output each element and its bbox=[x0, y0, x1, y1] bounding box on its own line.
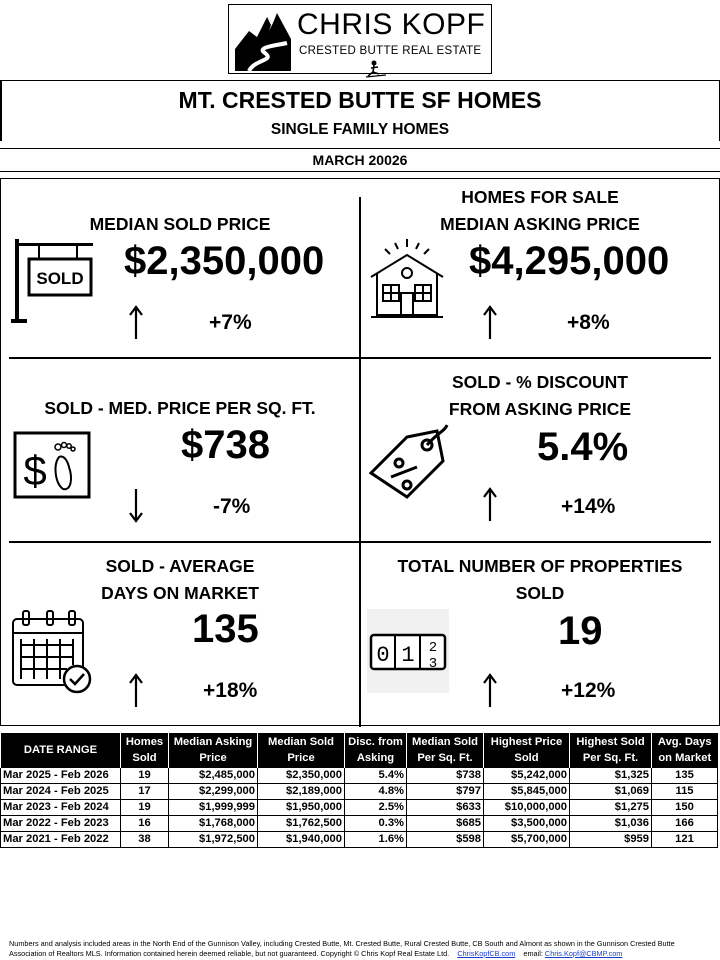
table-cell: $1,999,999 bbox=[169, 800, 258, 816]
table-cell: $1,940,000 bbox=[258, 832, 345, 848]
table-row bbox=[1, 832, 718, 848]
price-tag-icon bbox=[367, 423, 451, 509]
col-header: Highest Price Sold bbox=[484, 733, 570, 768]
discount-value: 5.4% bbox=[537, 425, 629, 469]
discount-label-1: SOLD - % DISCOUNT bbox=[452, 372, 628, 392]
table-cell: Mar 2024 - Feb 2025 bbox=[1, 784, 121, 800]
arrow-up-icon bbox=[129, 305, 143, 341]
arrow-up-icon bbox=[483, 487, 497, 523]
table-row bbox=[1, 784, 718, 800]
table-cell: $685 bbox=[407, 816, 484, 832]
page-subtitle: SINGLE FAMILY HOMES bbox=[270, 121, 450, 138]
calendar-icon bbox=[11, 609, 93, 695]
col-header: Median Sold Price bbox=[258, 733, 345, 768]
price-sqft-change: -7% bbox=[213, 495, 251, 518]
footer-disclaimer bbox=[9, 939, 709, 959]
table-row bbox=[1, 768, 718, 784]
dom-label-2: DAYS ON MARKET bbox=[101, 583, 259, 603]
price-sqft-value: $738 bbox=[181, 423, 270, 467]
mountain-logo-icon bbox=[235, 9, 291, 71]
table-cell: $2,189,000 bbox=[258, 784, 345, 800]
col-header: Highest Sold Per Sq. Ft. bbox=[570, 733, 652, 768]
email-link[interactable]: Chris.Kopf@CBMP.com bbox=[544, 949, 623, 958]
skier-icon bbox=[365, 59, 387, 79]
table-cell: $1,069 bbox=[570, 784, 652, 800]
counter-icon bbox=[367, 609, 449, 693]
price-sqft-label: SOLD - MED. PRICE PER SQ. FT. bbox=[44, 398, 316, 418]
title-box bbox=[0, 80, 720, 142]
col-header: Homes Sold bbox=[121, 733, 169, 768]
email-label: email: bbox=[523, 949, 543, 958]
history-table bbox=[0, 733, 718, 848]
table-cell: Mar 2023 - Feb 2024 bbox=[1, 800, 121, 816]
table-cell: $5,700,000 bbox=[484, 832, 570, 848]
median-asking-value: $4,295,000 bbox=[469, 239, 670, 283]
median-sold-value: $2,350,000 bbox=[124, 239, 325, 283]
table-cell: 17 bbox=[121, 784, 169, 800]
table-cell: $738 bbox=[407, 768, 484, 784]
table-cell: 2.5% bbox=[345, 800, 407, 816]
table-cell: 19 bbox=[121, 800, 169, 816]
total-sold-value: 19 bbox=[558, 609, 603, 653]
table-cell: $5,845,000 bbox=[484, 784, 570, 800]
table-cell: 135 bbox=[652, 768, 718, 784]
table-cell: $1,275 bbox=[570, 800, 652, 816]
house-icon bbox=[367, 237, 449, 323]
table-row bbox=[1, 816, 718, 832]
metrics-grid bbox=[0, 178, 720, 726]
median-sold-label: MEDIAN SOLD PRICE bbox=[89, 214, 271, 234]
table-cell: 38 bbox=[121, 832, 169, 848]
page-title: MT. CRESTED BUTTE SF HOMES bbox=[178, 87, 542, 113]
discount-change: +14% bbox=[561, 495, 616, 518]
table-cell: $3,500,000 bbox=[484, 816, 570, 832]
arrow-up-icon bbox=[483, 305, 497, 341]
website-link[interactable]: ChrisKopfCB.com bbox=[457, 949, 516, 958]
table-header-row bbox=[1, 733, 718, 768]
table-cell: 0.3% bbox=[345, 816, 407, 832]
col-header: Median Sold Per Sq. Ft. bbox=[407, 733, 484, 768]
table-cell: Mar 2025 - Feb 2026 bbox=[1, 768, 121, 784]
logo bbox=[228, 4, 492, 74]
arrow-up-icon bbox=[129, 673, 143, 709]
table-cell: $598 bbox=[407, 832, 484, 848]
table-cell: 121 bbox=[652, 832, 718, 848]
arrow-down-icon bbox=[129, 487, 143, 523]
table-cell: $2,299,000 bbox=[169, 784, 258, 800]
table-cell: $2,485,000 bbox=[169, 768, 258, 784]
table-cell: $1,325 bbox=[570, 768, 652, 784]
dollar-foot-icon bbox=[13, 431, 91, 499]
table-cell: 150 bbox=[652, 800, 718, 816]
total-sold-change: +12% bbox=[561, 679, 616, 702]
table-cell: 1.6% bbox=[345, 832, 407, 848]
footer-text: Numbers and analysis included areas in the North End of the Gunnison Valley, including Crested Butte, Mt. Crested Butte, Rural Crested Butte, CB South and Almont as shown in the Gunnison Crested Butte Association of Realtors MLS. Information contained herein deemed reliable, but not guaranteed. Copyright © Chris Kopf Real Estate Ltd. bbox=[9, 939, 675, 958]
svg-text:$: $ bbox=[23, 447, 47, 494]
dom-value: 135 bbox=[192, 607, 259, 651]
table-cell: $1,762,500 bbox=[258, 816, 345, 832]
table-cell: 4.8% bbox=[345, 784, 407, 800]
dom-change: +18% bbox=[203, 679, 258, 702]
table-cell: Mar 2021 - Feb 2022 bbox=[1, 832, 121, 848]
table-cell: 19 bbox=[121, 768, 169, 784]
table-row bbox=[1, 800, 718, 816]
svg-text:0: 0 bbox=[376, 643, 390, 668]
table-cell: $10,000,000 bbox=[484, 800, 570, 816]
table-cell: $2,350,000 bbox=[258, 768, 345, 784]
logo-name: CHRIS KOPF bbox=[297, 8, 486, 41]
arrow-up-icon bbox=[483, 673, 497, 709]
table-cell: $1,768,000 bbox=[169, 816, 258, 832]
table-cell: $797 bbox=[407, 784, 484, 800]
col-header: Disc. from Asking bbox=[345, 733, 407, 768]
table-cell: 5.4% bbox=[345, 768, 407, 784]
table-cell: $1,036 bbox=[570, 816, 652, 832]
logo-subtitle: CRESTED BUTTE REAL ESTATE bbox=[299, 45, 482, 57]
col-header: DATE RANGE bbox=[1, 733, 121, 768]
median-sold-change: +7% bbox=[209, 311, 252, 334]
median-asking-change: +8% bbox=[567, 311, 610, 334]
table-cell: $959 bbox=[570, 832, 652, 848]
col-header: Median Asking Price bbox=[169, 733, 258, 768]
date-box bbox=[0, 148, 720, 172]
table-cell: 115 bbox=[652, 784, 718, 800]
svg-text:2: 2 bbox=[428, 640, 438, 656]
svg-text:SOLD: SOLD bbox=[36, 269, 84, 288]
dom-label-1: SOLD - AVERAGE bbox=[105, 556, 255, 576]
table-cell: 166 bbox=[652, 816, 718, 832]
table-cell: $1,950,000 bbox=[258, 800, 345, 816]
discount-label-2: FROM ASKING PRICE bbox=[448, 399, 632, 419]
total-sold-label-1: TOTAL NUMBER OF PROPERTIES bbox=[397, 556, 683, 576]
median-asking-label-2: MEDIAN ASKING PRICE bbox=[440, 214, 640, 234]
col-header: Avg. Days on Market bbox=[652, 733, 718, 768]
svg-text:1: 1 bbox=[401, 643, 415, 668]
total-sold-label-2: SOLD bbox=[515, 583, 565, 603]
sold-sign-icon bbox=[11, 239, 95, 325]
report-date: MARCH 20026 bbox=[312, 152, 408, 168]
table-cell: $633 bbox=[407, 800, 484, 816]
median-asking-label-1: HOMES FOR SALE bbox=[461, 187, 619, 207]
table-cell: $1,972,500 bbox=[169, 832, 258, 848]
table-cell: Mar 2022 - Feb 2023 bbox=[1, 816, 121, 832]
svg-text:3: 3 bbox=[428, 656, 438, 672]
table-cell: 16 bbox=[121, 816, 169, 832]
table-cell: $5,242,000 bbox=[484, 768, 570, 784]
